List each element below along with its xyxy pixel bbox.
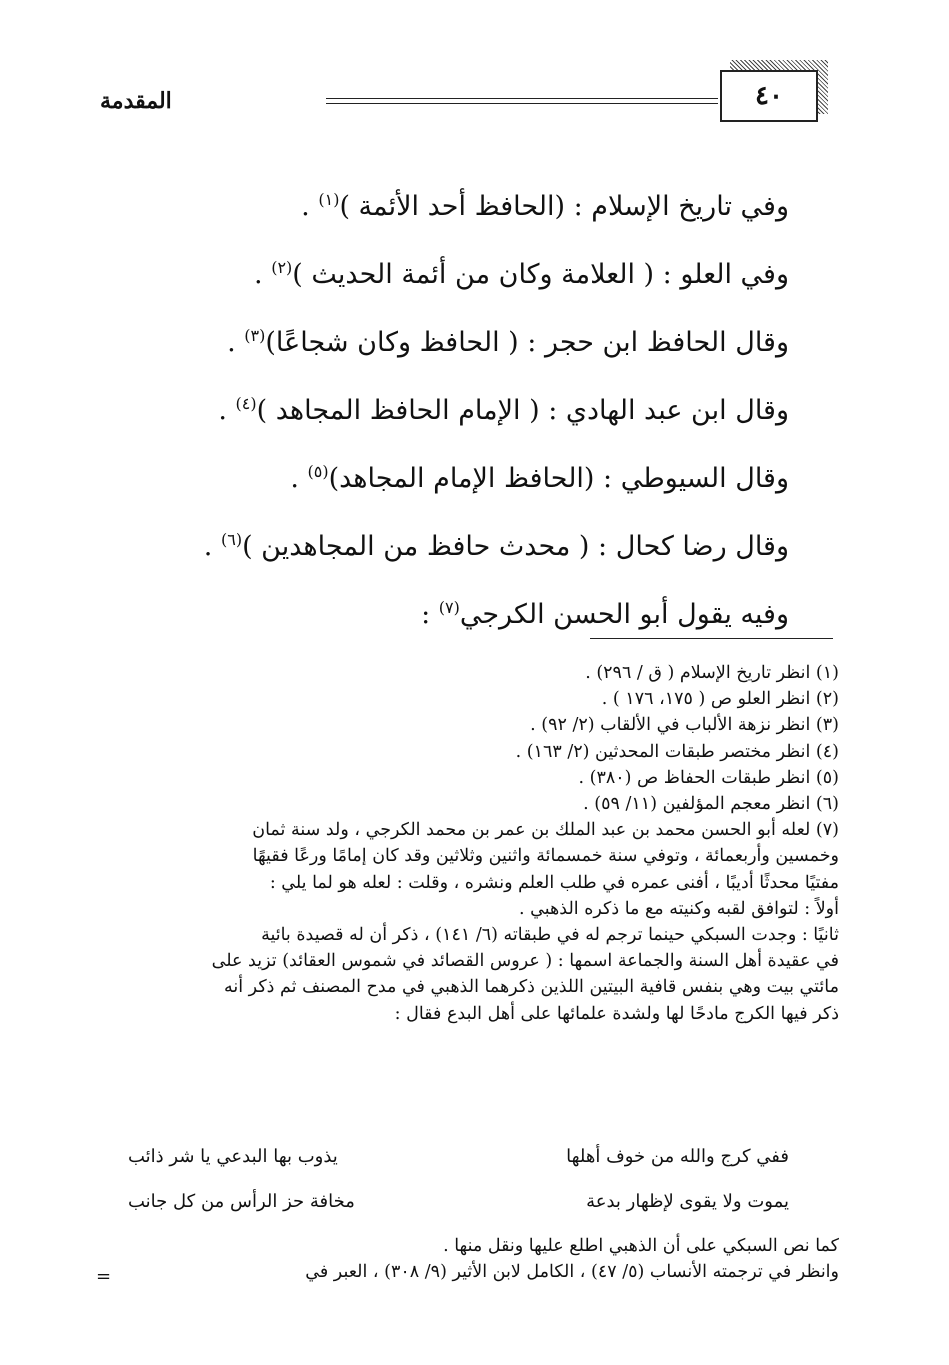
header-rule <box>326 103 718 104</box>
footnote-line: مفتيًا محدثًا أديبًا ، أفنى عمره في طلب العلم ونشره ، وقلت : لعله هو لما يلي : <box>269 872 839 893</box>
main-line: وفيه يقول أبو الحسن الكرجي$^{(٧)}$ : <box>421 598 789 630</box>
footnote-line: مائتي بيت وهي بنفس قافية البيتين اللذين ذكرهما الذهبي في مدح المصنف ثم ذكر أنه <box>223 977 839 998</box>
poem-verse <box>128 1191 789 1212</box>
footnote: (٦) انظر معجم المؤلفين (١١/ ٥٩) . <box>583 794 839 815</box>
footnote-ref: (١) <box>318 190 340 209</box>
footnote-line: وانظر في ترجمته الأنساب (٥/ ٤٧) ، الكامل لابن الأثير (٩/ ٣٠٨) ، العبر في <box>305 1262 839 1283</box>
footnote: (٣) انظر نزهة الألباب في الألقاب (٢/ ٩٢) . <box>530 715 839 736</box>
footnote-ref: (٤) <box>235 394 257 413</box>
page-number: ٤٠ <box>720 70 818 122</box>
poem-hemistich-right: يموت ولا يقوى لإظهار بدعة <box>586 1191 789 1212</box>
footnote-line: (٧) لعله أبو الحسن محمد بن عبد الملك بن عمر بن محمد الكرجي ، ولد سنة ثمان <box>252 820 839 841</box>
continuation-mark: = <box>96 1266 112 1287</box>
footnote-separator <box>590 638 833 639</box>
footnote-line: وخمسين وأربعمائة ، وتوفي سنة خمسمائة واثنين وثلاثين وقد كان إمامًا ورعًا فقيهًا <box>252 846 839 867</box>
footnotes-continued <box>98 1233 839 1285</box>
main-line: وقال السيوطي : (الحافظ الإمام المجاهد)$^{(٥)}$ . <box>290 462 789 494</box>
main-line: وقال ابن عبد الهادي : ( الإمام الحافظ المجاهد )$^{(٤)}$ . <box>218 394 789 426</box>
footnote-ref: (٥) <box>307 462 329 481</box>
header-rule <box>326 98 718 99</box>
main-line: وفي العلو : ( العلامة وكان من أئمة الحديث )$^{(٢)}$ . <box>254 258 789 290</box>
poem-hemistich-left: يذوب بها البدعي يا شر ذائب <box>128 1146 338 1167</box>
footnote-ref: (٦) <box>220 530 243 549</box>
poem-hemistich-left: مخافة حز الرأس من كل جانب <box>128 1191 355 1212</box>
footnote-ref: (٢) <box>271 258 293 277</box>
main-line: وقال الحافظ ابن حجر : ( الحافظ وكان شجاعًا)$^{(٣)}$ . <box>227 326 789 358</box>
footnote-line: كما نص السبكي على أن الذهبي اطلع عليها ونقل منها . <box>443 1236 839 1256</box>
footnote: (٤) انظر مختصر طبقات المحدثين (٢/ ١٦٣) . <box>515 741 839 762</box>
footnotes <box>98 660 839 1027</box>
footnote: (٥) انظر طبقات الحفاظ ص (٣٨٠) . <box>578 767 839 788</box>
main-line: وفي تاريخ الإسلام : (الحافظ أحد الأئمة )$^{(١)}$ . <box>301 190 789 222</box>
footnote-line: أولاً : لتوافق لقبه وكنيته مع ما ذكره الذهبي . <box>519 898 839 919</box>
footnote-7 <box>98 817 839 1027</box>
footnote: (٢) انظر العلو ص ( ١٧٥، ١٧٦ ) . <box>601 689 839 710</box>
footnote-ref: (٣) <box>244 326 266 345</box>
main-text <box>129 184 789 660</box>
footnote-line: في عقيدة أهل السنة والجماعة اسمها : ( عروس القصائد في شموس العقائد) تزيد على <box>211 951 839 972</box>
footnote-line: ثانيًا : وجدت السبكي حينما ترجم له في طبقاته (٦/ ١٤١) ، ذكر أن له قصيدة بائية <box>261 925 839 946</box>
footnote-ref: (٧) <box>438 598 460 617</box>
poem-hemistich-right: ففي كرج والله من خوف أهلها <box>566 1146 789 1167</box>
poem-verse <box>128 1146 789 1167</box>
footnote: (١) انظر تاريخ الإسلام ( ق / ٢٩٦) . <box>585 663 839 683</box>
main-line: وقال رضا كحال : ( محدث حافظ من المجاهدين )$^{(٦)}$ . <box>203 530 789 562</box>
section-title: المقدمة <box>100 88 172 114</box>
footnote-line: ذكر فيها الكرج مادحًا لها ولشدة علمائها على أهل البدع فقال : <box>394 1003 839 1024</box>
